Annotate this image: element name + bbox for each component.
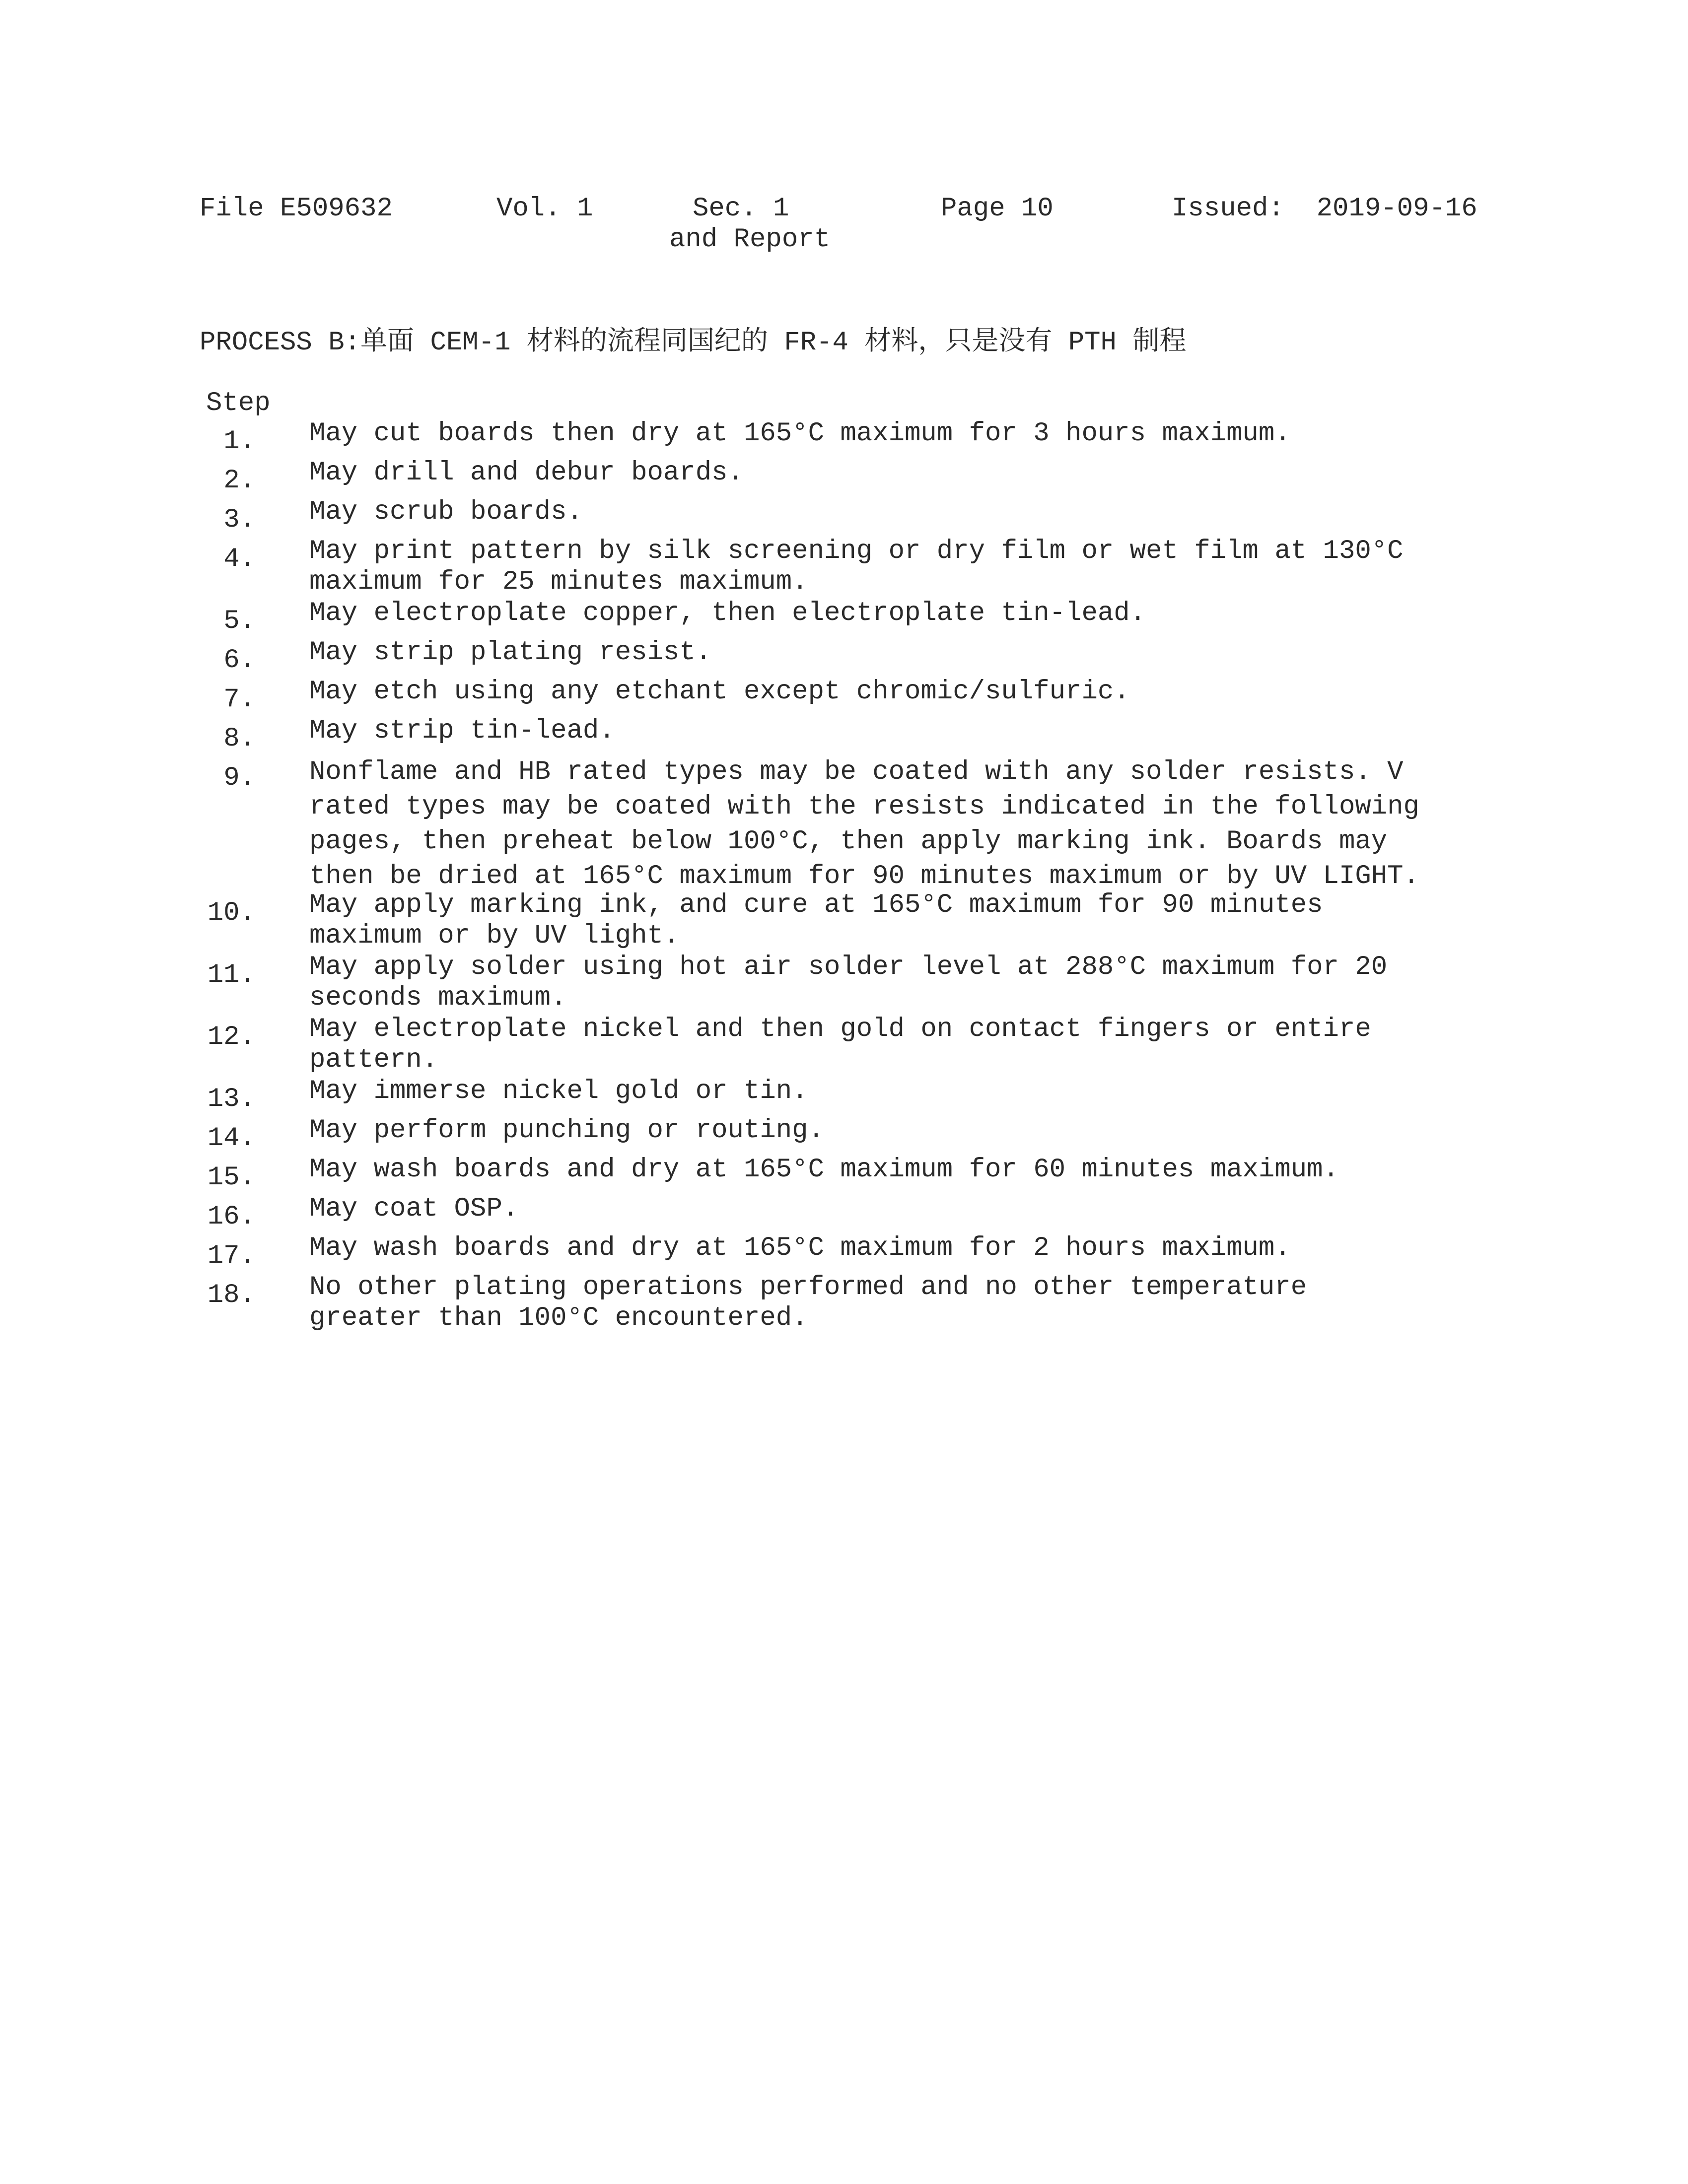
step-text: May perform punching or routing. bbox=[309, 1115, 824, 1146]
step-text: May strip plating resist. bbox=[309, 637, 712, 668]
step-text: May etch using any etchant except chromic/sulfuric. bbox=[309, 677, 1130, 707]
step-number: 16. bbox=[207, 1202, 256, 1232]
step-number: 9. bbox=[223, 763, 256, 793]
step-number: 12. bbox=[207, 1022, 256, 1052]
step-number: 17. bbox=[207, 1241, 256, 1271]
step-text: Nonflame and HB rated types may be coated with any solder resists. V rated types may be coated with the resists indicated in the following pages, then preheat below 100°C, then apply marking ink. Boards may then be dried at 165°C maximum for 90 minutes maximum or by UV LIGHT. bbox=[309, 757, 1419, 891]
process-text-4: FR-4 bbox=[768, 328, 865, 358]
step-number: 14. bbox=[207, 1123, 256, 1154]
process-heading bbox=[200, 325, 1186, 358]
section-number: Sec. 1 bbox=[693, 194, 789, 224]
process-text-3: 材料的流程同国纪的 bbox=[526, 325, 768, 356]
step-number: 5. bbox=[223, 606, 256, 636]
step-number: 13. bbox=[207, 1084, 256, 1114]
step-number: 7. bbox=[223, 684, 256, 715]
step-number: 15. bbox=[207, 1162, 256, 1193]
step-text: May wash boards and dry at 165°C maximum for 60 minutes maximum. bbox=[309, 1155, 1339, 1185]
step-text: May electroplate nickel and then gold on contact fingers or entire pattern. bbox=[309, 1014, 1371, 1075]
process-text-6: PTH bbox=[1052, 328, 1133, 358]
step-text: May coat OSP. bbox=[309, 1194, 519, 1224]
step-number: 3. bbox=[223, 505, 256, 535]
step-text: May print pattern by silk screening or dry film or wet film at 130°C maximum for 25 minutes maximum. bbox=[309, 536, 1404, 597]
step-text: May immerse nickel gold or tin. bbox=[309, 1076, 808, 1106]
section-subtitle: and Report bbox=[669, 224, 831, 255]
step-text: May apply solder using hot air solder level at 288°C maximum for 20 seconds maximum. bbox=[309, 952, 1388, 1013]
page-number: Page 10 bbox=[941, 194, 1054, 224]
process-text-5: 材料，只是没有 bbox=[864, 325, 1053, 356]
step-number: 2. bbox=[223, 466, 256, 496]
step-text: May strip tin-lead. bbox=[309, 716, 615, 746]
step-text: May electroplate copper, then electroplate tin-lead. bbox=[309, 598, 1146, 628]
process-prefix: PROCESS B: bbox=[200, 328, 361, 358]
step-column-heading: Step bbox=[206, 388, 271, 418]
step-text: May apply marking ink, and cure at 165°C maximum for 90 minutes maximum or by UV light. bbox=[309, 890, 1323, 951]
step-text: May drill and debur boards. bbox=[309, 458, 744, 488]
process-text-2: CEM-1 bbox=[414, 328, 527, 358]
step-text: No other plating operations performed and no other temperature greater than 100°C encountered. bbox=[309, 1272, 1307, 1333]
volume-number: Vol. 1 bbox=[496, 194, 593, 224]
step-number: 6. bbox=[223, 645, 256, 676]
process-text-7: 制程 bbox=[1132, 325, 1187, 356]
process-text-1: 单面 bbox=[360, 325, 415, 356]
issued-date: Issued: 2019-09-16 bbox=[1172, 194, 1477, 224]
step-text: May cut boards then dry at 165°C maximum for 3 hours maximum. bbox=[309, 418, 1291, 449]
step-number: 10. bbox=[207, 898, 256, 928]
step-text: May wash boards and dry at 165°C maximum for 2 hours maximum. bbox=[309, 1233, 1291, 1263]
step-number: 11. bbox=[207, 960, 256, 990]
step-text: May scrub boards. bbox=[309, 497, 583, 527]
step-number: 1. bbox=[223, 426, 256, 457]
step-number: 18. bbox=[207, 1280, 256, 1310]
file-number: File E509632 bbox=[200, 194, 393, 224]
step-number: 4. bbox=[223, 544, 256, 574]
step-number: 8. bbox=[223, 724, 256, 754]
